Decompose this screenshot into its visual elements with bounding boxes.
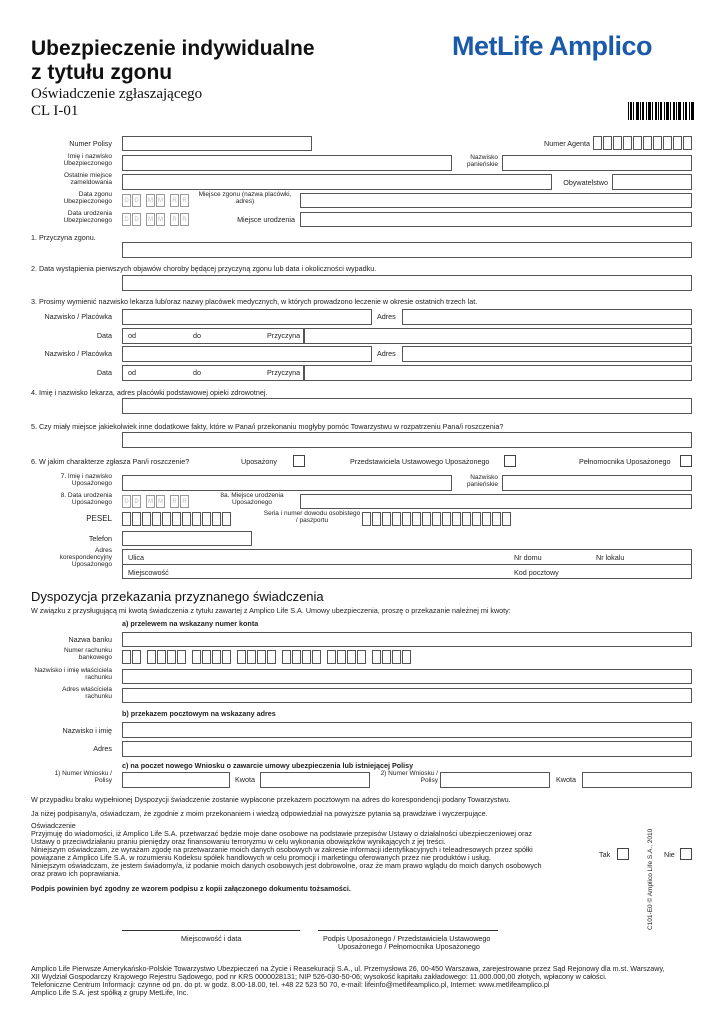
- footer-l1: Amplico Life Pierwsze Amerykańsko-Polskie Towarzystwo Ubezpieczeń na Życie i Reasekuracji S.A., ul. Przemysłowa 26, 00-450 Warszawa, zarejestrowane przez Sąd Rejonowy dla m.st. Warszawy,: [31, 964, 665, 973]
- subtitle: Oświadczenie zgłaszającego: [31, 86, 203, 102]
- q2-label: 2. Data wystąpienia pierwszych objawów choroby będącej przyczyną zgonu lub data i okoliczności wypadku.: [31, 264, 377, 273]
- q2-field[interactable]: [122, 275, 692, 291]
- label-nr-lokalu: Nr lokalu: [596, 553, 625, 562]
- label-kwota-2: Kwota: [556, 775, 576, 784]
- q1-field[interactable]: [122, 242, 692, 258]
- label-nazw-plac-2: Nazwisko / Placówka: [44, 349, 112, 358]
- nazw-imie-field[interactable]: [122, 722, 692, 738]
- decl-p2: Ustawy o przeciwdziałaniu praniu pieniędzy oraz finansowaniu terroryzmu w celu wykonania obowiązków wynikających z jej treści.: [31, 837, 446, 846]
- nazwisko-pan-field[interactable]: [502, 155, 692, 171]
- label-miejsce-ur: Miejsce urodzenia: [237, 215, 295, 224]
- imie-ubezp-field[interactable]: [122, 155, 452, 171]
- nazwisko-pan-2-field[interactable]: [502, 475, 692, 491]
- label-nazwisko-pan: Nazwisko panieńskie: [466, 154, 498, 168]
- pesel-cells[interactable]: [122, 512, 232, 526]
- footer-l2: XII Wydział Gospodarczy Krajowego Rejestru Sądowego, pod nr KRS 0000028131; NIP 526-030-50-06; wysokość kapitału zakładowego: 11.000.000,00 złotych, wpłacony w całości.: [31, 972, 607, 981]
- label-bank: Nazwa banku: [68, 635, 112, 644]
- przyczyna-2-field[interactable]: [304, 365, 692, 381]
- label-obywatelstwo: Obywatelstwo: [563, 178, 608, 187]
- data-ur-cells[interactable]: D D M M R R: [122, 213, 190, 226]
- adres-divider: [122, 564, 692, 565]
- disp-title: Dyspozycja przekazania przyznanego świadczenia: [31, 589, 324, 604]
- label-wlasciciel: Nazwisko i imię właściciela rachunku: [34, 667, 112, 681]
- label-przedst: Przedstawiciela Ustawowego Uposażonego: [350, 457, 490, 466]
- label-dowod: Seria i numer dowodu osobistego / paszportu: [263, 510, 361, 524]
- label-c2: 2) Numer Wniosku / Polisy: [380, 770, 438, 784]
- miejsce-zgonu-field[interactable]: [300, 193, 692, 208]
- label-ostatnie: Ostatnie miejsce zameldowania: [63, 172, 112, 186]
- title-line2: z tytułu zgonu: [31, 61, 173, 84]
- label-rachunek: Numer rachunku bankowego: [63, 647, 112, 661]
- nazw-plac-2-field[interactable]: [122, 346, 372, 362]
- decl-bold: Podpis powinien być zgodny ze wzorem podpisu z kopii załączonego dokumentu tożsamości.: [31, 884, 351, 893]
- title-line1: Ubezpieczenie indywidualne: [31, 37, 315, 60]
- disp-b: b) przekazem pocztowym na wskazany adres: [122, 709, 276, 718]
- label-data-zgonu: Data zgonu Ubezpieczonego: [63, 191, 112, 205]
- q8-label: 8. Data urodzenia Uposażonego: [60, 492, 112, 506]
- label-numer-agenta: Numer Agenta: [544, 139, 590, 148]
- sig2a-label: Podpis Uposażonego / Przedstawiciela Ustawowego: [323, 934, 491, 943]
- label-adres-b: Adres: [93, 744, 112, 753]
- label-telefon: Telefon: [88, 534, 112, 543]
- label-data-1: Data: [96, 331, 112, 340]
- q4-field[interactable]: [122, 398, 692, 414]
- decl-p3: Niniejszym oświadczam, że wyrażam zgodę na przetwarzanie moich danych osobowych w zakresie informacji identyfikacyjnych i teleadresowych przez spółki: [31, 845, 533, 854]
- nazw-plac-1-field[interactable]: [122, 309, 372, 325]
- q8-date-cells[interactable]: D D M M R R: [122, 495, 190, 508]
- label-adres-2: Adres: [377, 349, 396, 358]
- label-do-2: do: [193, 368, 201, 377]
- barcode-icon: [628, 102, 694, 120]
- decl-p1: Przyjmuję do wiadomości, iż Amplico Life S.A. przetwarzać będzie moje dane osobowe na podstawie przepisów Ustawy o działalności ubezpieczeniowej oraz: [31, 829, 532, 838]
- label-uposazony: Uposażony: [241, 457, 277, 466]
- label-numer-polisy: Numer Polisy: [69, 139, 112, 148]
- q5-field[interactable]: [122, 432, 692, 448]
- footer-l3: Telefoniczne Centrum Informacji: czynne od pn. do pt. w godz. 8.00-18.00, tel. +48 22 523 50 70, e-mail: lifeinfo@metlifeamplico.pl, Internet: www.metlifeamplico.pl: [31, 980, 550, 989]
- label-data-ur: Data urodzenia Ubezpieczonego: [63, 210, 112, 224]
- label-miejscowosc: Miejscowość: [128, 568, 169, 577]
- label-do-1: do: [193, 331, 201, 340]
- label-nazwisko-pan-2: Nazwisko panieńskie: [466, 474, 498, 488]
- q4-label: 4. Imię i nazwisko lekarza, adres placówki podstawowej opieki zdrowotnej.: [31, 388, 268, 397]
- decl-p4: powiązane z Amplico Life S.A. w rozumieniu Kodeksu spółek handlowych w celu promocji i marketingu oferowanych przez nie produktów i usług.: [31, 853, 491, 862]
- decl-line1: Ja niżej podpisany/a, oświadczam, że zgodnie z moim przekonaniem i wiedzą odpowiedział na powyższe pytania są prawdziwe i wyczerpujące.: [31, 809, 488, 818]
- label-pesel: PESEL: [86, 514, 112, 523]
- label-kwota-1: Kwota: [235, 775, 255, 784]
- ostatnie-field[interactable]: [122, 174, 552, 190]
- q8a-label: 8a. Miejsce urodzenia Uposażonego: [220, 492, 284, 506]
- label-imie-ubezp: Imię i nazwisko Ubezpieczonego: [63, 153, 112, 167]
- sig1-line: [122, 930, 300, 931]
- form-code: CL I-01: [31, 103, 79, 119]
- adres-wl-field[interactable]: [122, 688, 692, 703]
- q7-field[interactable]: [122, 475, 452, 491]
- numer-polisy-field[interactable]: [122, 136, 312, 151]
- miejsce-ur-field[interactable]: [300, 212, 692, 227]
- dowod-cells[interactable]: [362, 512, 512, 526]
- disp-intro: W związku z przysługującą mi kwotą świadczenia z tytułu zawartej z Amplico Life S.A. Umowy ubezpieczenia, proszę o przekazanie należnej mi kwoty:: [31, 606, 511, 615]
- label-ulica: Ulica: [128, 553, 144, 562]
- label-data-2: Data: [96, 368, 112, 377]
- przyczyna-1-field[interactable]: [304, 328, 692, 344]
- q1-label: 1. Przyczyna zgonu.: [31, 233, 96, 242]
- decl-p5: Niniejszym oświadczam, że jestem świadomy/a, iż podanie moich danych osobowych jest dobrowolne, oraz że mam prawo wglądu do moich danych osobowych: [31, 861, 542, 870]
- label-c1: 1) Numer Wniosku / Polisy: [54, 770, 112, 784]
- numer-agenta-cells[interactable]: [593, 136, 693, 150]
- obywatelstwo-field[interactable]: [612, 174, 692, 190]
- adres-b-field[interactable]: [122, 741, 692, 757]
- decl-head: Oświadczenie: [31, 821, 76, 830]
- disp-brak: W przypadku braku wypełnionej Dyspozycji świadczenie zostanie wypłacone przekazem pocztowym na adres do korespondencji podany Towarzystwu.: [31, 795, 511, 804]
- adres-1-field[interactable]: [402, 309, 692, 325]
- disp-a: a) przelewem na wskazany numer konta: [122, 619, 259, 628]
- sig1-label: Miejscowość i data: [181, 934, 242, 943]
- rachunek-cells[interactable]: [122, 650, 412, 664]
- label-tak: Tak: [599, 850, 611, 859]
- wlasciciel-field[interactable]: [122, 669, 692, 684]
- q5-label: 5. Czy miały miejsce jakiekolwiek inne dodatkowe fakty, które w Pana/i przekonaniu mogłyby pomóc Towarzystwu w rozpatrzeniu Pana/i roszczenia?: [31, 422, 504, 431]
- kwota-1-field[interactable]: [260, 772, 370, 788]
- q7-label: 7. Imię i nazwisko Uposażonego: [60, 473, 112, 487]
- kwota-2-field[interactable]: [582, 772, 692, 788]
- label-pelnomocnik: Pełnomocnika Uposażonego: [579, 457, 671, 466]
- nie-checkbox[interactable]: [680, 848, 692, 860]
- c2-field[interactable]: [440, 772, 550, 788]
- adres-2-field[interactable]: [402, 346, 692, 362]
- label-przyczyna-2: Przyczyna: [267, 368, 301, 377]
- telefon-field[interactable]: [122, 531, 252, 546]
- label-adres-1: Adres: [377, 312, 396, 321]
- label-od-1: od: [128, 331, 136, 340]
- label-adres-kor: Adres korespondencyjny Uposażonego: [59, 547, 112, 568]
- q3-label: 3. Prosimy wymienić nazwisko lekarza lub/oraz nazwy placówek medycznych, w których prowadzono leczenie w okresie ostatnich trzech lat.: [31, 297, 478, 306]
- label-kod: Kod pocztowy: [514, 568, 559, 577]
- bank-field[interactable]: [122, 632, 692, 647]
- footer-l4: Amplico Life S.A. jest spółką z grupy MetLife, Inc.: [31, 988, 189, 997]
- disp-c: c) na poczet nowego Wniosku o zawarcie umowy ubezpieczenia lub istniejącej Polisy: [122, 761, 414, 770]
- label-nr-domu: Nr domu: [514, 553, 542, 562]
- przedst-checkbox[interactable]: [504, 455, 516, 467]
- data-zgonu-cells[interactable]: D D M M R R: [122, 194, 190, 207]
- label-od-2: od: [128, 368, 136, 377]
- side-code: C101-E0 © Amplico Life S.A., 2010: [647, 828, 654, 930]
- label-nazw-imie: Nazwisko i imię: [62, 726, 112, 735]
- q8a-field[interactable]: [300, 494, 692, 509]
- uposazony-checkbox[interactable]: [293, 455, 305, 467]
- pelnomocnik-checkbox[interactable]: [680, 455, 692, 467]
- c1-field[interactable]: [122, 772, 230, 788]
- q6-label: 6. W jakim charakterze zgłasza Pan/i roszczenie?: [31, 457, 190, 466]
- tak-checkbox[interactable]: [617, 848, 629, 860]
- decl-p6: oraz prawo ich poprawiania.: [31, 869, 121, 878]
- logo: MetLife Amplico: [452, 31, 653, 61]
- label-nie: Nie: [664, 850, 675, 859]
- label-nazw-plac-1: Nazwisko / Placówka: [44, 312, 112, 321]
- label-miejsce-zgonu: Miejsce zgonu (nazwa placówki, adres): [198, 191, 292, 205]
- label-adres-wl: Adres właściciela rachunku: [62, 686, 112, 700]
- label-przyczyna-1: Przyczyna: [267, 331, 301, 340]
- sig2-line: [318, 930, 498, 931]
- sig2b-label: Uposażonego / Pełnomocnika Uposażonego: [338, 942, 480, 951]
